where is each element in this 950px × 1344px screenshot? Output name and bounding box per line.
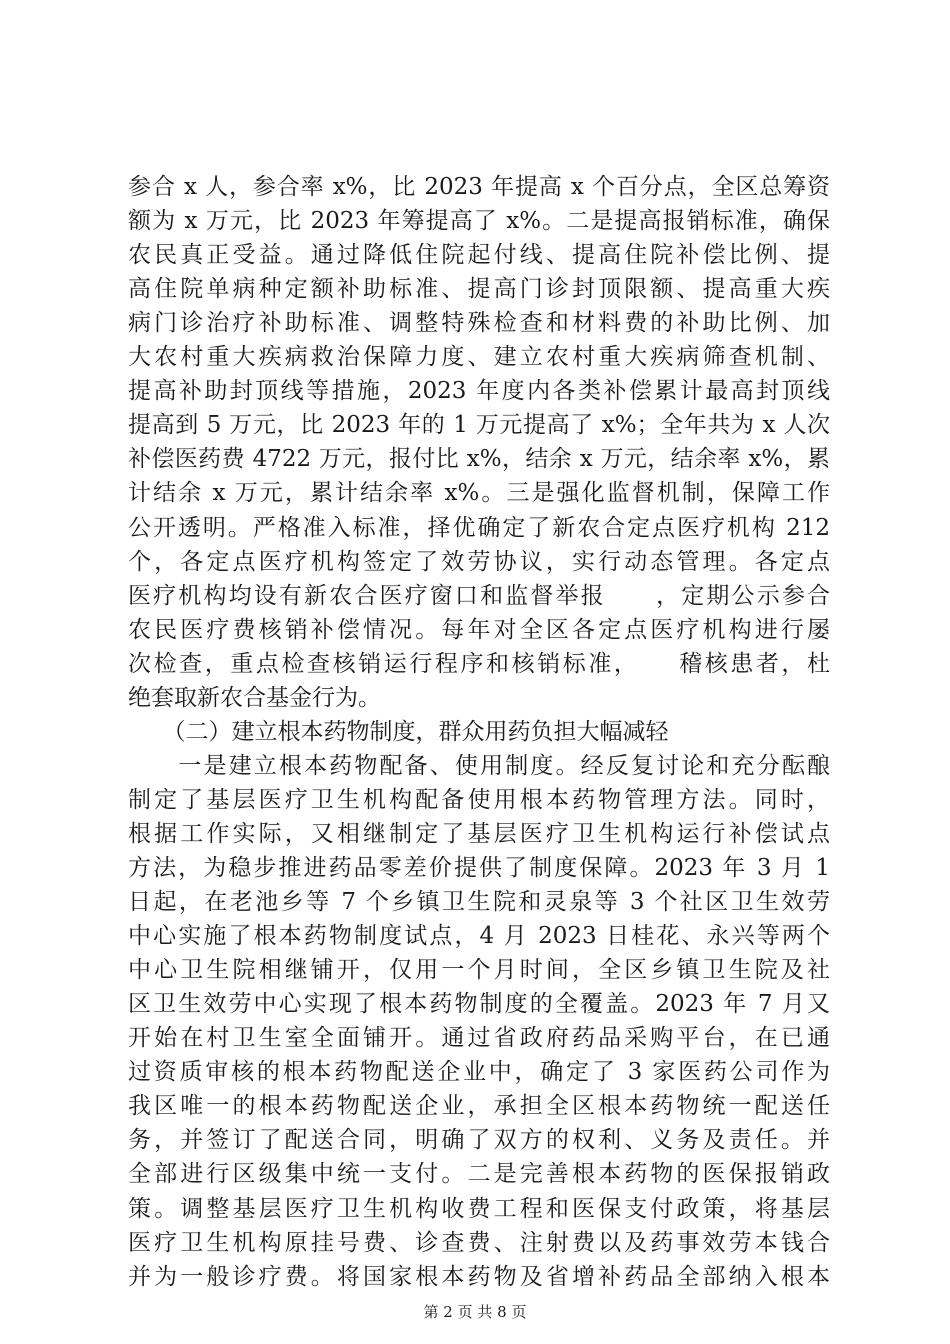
text-line: 日起，在老池乡等 7 个乡镇卫生院和灵泉等 3 个社区卫生效劳: [128, 889, 830, 915]
text-line: 根据工作实际，又相继制定了基层医疗卫生机构运行补偿试点: [128, 821, 830, 847]
text-line: 提高到 5 万元，比 2023 年的 1 万元提高了 x%；全年共为 x 人次: [128, 412, 830, 438]
text-line: 农民真正受益。通过降低住院起付线、提高住院补偿比例、提: [128, 242, 830, 268]
text-line: 次检查，重点检查核销运行程序和核销标准， 稽核患者，杜: [128, 651, 830, 677]
text-line: 补偿医药费 4722 万元，报付比 x%，结余 x 万元，结余率 x%，累: [128, 446, 830, 472]
text-line: 中心卫生院相继铺开，仅用一个月时间，全区乡镇卫生院及社: [128, 957, 830, 983]
text-line: 病门诊治疗补助标准、调整特殊检查和材料费的补助比例、加: [128, 310, 830, 336]
text-line: 制定了基层医疗卫生机构配备使用根本药物管理方法。同时，: [128, 787, 830, 813]
text-line: 大农村重大疾病救治保障力度、建立农村重大疾病筛查机制、: [128, 344, 830, 370]
text-line: 一是建立根本药物配备、使用制度。经反复讨论和充分酝酿: [128, 753, 830, 779]
text-line: 并为一般诊疗费。将国家根本药物及省增补药品全部纳入根本: [128, 1264, 830, 1290]
text-line: 提高补助封顶线等措施，2023 年度内各类补偿累计最高封顶线: [128, 378, 830, 404]
text-line: 额为 x 万元，比 2023 年筹提高了 x%。二是提高报销标准，确保: [128, 208, 830, 234]
section-heading: （二）建立根本药物制度，群众用药负担大幅减轻: [128, 719, 669, 745]
text-line: 开始在村卫生室全面铺开。通过省政府药品采购平台，在已通: [128, 1025, 830, 1051]
text-line: 过资质审核的根本药物配送企业中，确定了 3 家医药公司作为: [128, 1059, 830, 1085]
text-line: 务，并签订了配送合同，明确了双方的权利、义务及责任。并: [128, 1127, 830, 1153]
text-line: 计结余 x 万元，累计结余率 x%。三是强化监督机制，保障工作: [128, 480, 830, 506]
text-line: 我区唯一的根本药物配送企业，承担全区根本药物统一配送任: [128, 1093, 830, 1119]
text-line: 方法，为稳步推进药品零差价提供了制度保障。2023 年 3 月 1: [128, 855, 830, 881]
text-line: 策。调整基层医疗卫生机构收费工程和医保支付政策，将基层: [128, 1196, 830, 1222]
text-line: 医疗机构均设有新农合医疗窗口和监督举报 ，定期公示参合: [128, 583, 830, 609]
text-line: 全部进行区级集中统一支付。二是完善根本药物的医保报销政: [128, 1161, 830, 1187]
page-footer: 第 2 页 共 8 页: [423, 1303, 527, 1321]
text-line: 参合 x 人，参合率 x%，比 2023 年提高 x 个百分点，全区总筹资: [128, 174, 830, 200]
text-line: 医疗卫生机构原挂号费、诊查费、注射费以及药事效劳本钱合: [128, 1230, 830, 1256]
text-line: 区卫生效劳中心实现了根本药物制度的全覆盖。2023 年 7 月又: [128, 991, 830, 1017]
text-line: 农民医疗费核销补偿情况。每年对全区各定点医疗机构进行屡: [128, 617, 830, 643]
text-line: 个，各定点医疗机构签定了效劳协议，实行动态管理。各定点: [128, 549, 830, 575]
text-line: 高住院单病种定额补助标准、提高门诊封顶限额、提高重大疾: [128, 276, 830, 302]
text-line: 中心实施了根本药物制度试点，4 月 2023 日桂花、永兴等两个: [128, 923, 830, 949]
text-line: 公开透明。严格准入标准，择优确定了新农合定点医疗机构 212: [128, 515, 830, 541]
text-line: 绝套取新农合基金行为。: [128, 685, 381, 711]
